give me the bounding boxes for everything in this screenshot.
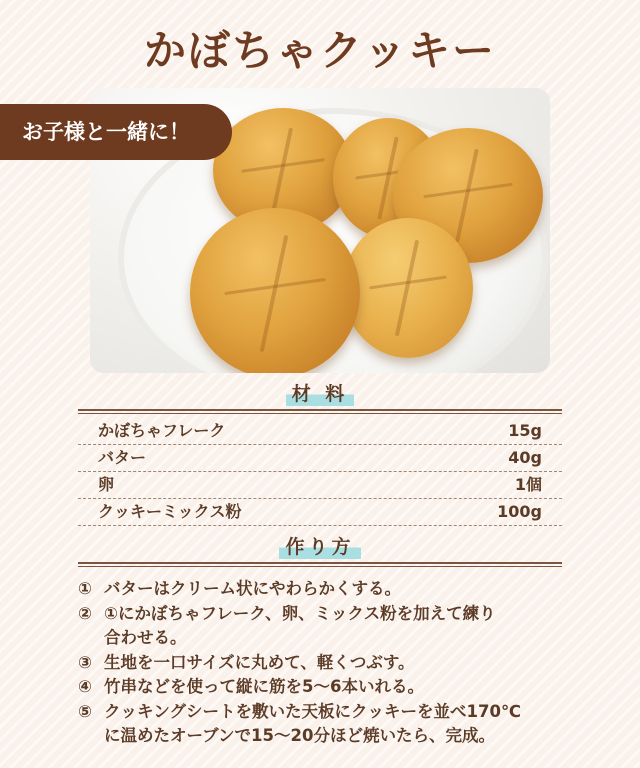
step-number: ④ [78,677,92,696]
cookie-image [190,208,360,373]
ingredient-name: 卵 [98,475,115,494]
ingredient-amount: 100g [497,502,542,521]
step-number: ③ [78,652,92,672]
step-item [78,602,578,651]
step-item [78,700,578,749]
kids-badge: お子様と一緒に！ [0,104,232,160]
cookie-image [343,218,473,358]
step-number: ② [78,603,92,623]
step-text-line: 生地を一口サイズに丸めて、軽くつぶす。 [104,652,415,672]
step-item [78,651,578,676]
double-divider [78,562,562,567]
step-text-line: クッキングシートを敷いた天板にクッキーを並べ170℃ [104,701,521,721]
step-text-line: バターはクリーム状にやわらかくする。 [104,579,401,598]
ingredient-row [78,418,562,445]
step-text-line: ①にかぼちゃフレーク、卵、ミックス粉を加えて練り [104,603,496,623]
ingredients-list [78,418,562,526]
ingredient-row [78,499,562,526]
steps-heading-text: 作り方 [279,532,360,559]
materials-heading-text: 材 料 [286,379,355,406]
step-text-line: 合わせる。 [104,628,187,647]
step-number: ⑤ [78,701,92,721]
double-divider [78,409,562,414]
step-number: ① [78,579,92,598]
ingredient-row [78,472,562,499]
ingredient-name: バター [98,448,147,467]
ingredient-row [78,445,562,472]
step-item [78,675,578,700]
steps-heading [0,531,640,559]
ingredient-amount: 15g [508,421,542,440]
ingredient-amount: 1個 [514,475,542,494]
ingredient-amount: 40g [508,448,542,467]
steps-list [78,577,578,749]
step-text-line: 竹串などを使って縦に筋を5〜6本いれる。 [104,677,424,696]
page-title: かぼちゃクッキー [143,26,496,75]
step-item [78,577,578,602]
materials-heading [0,378,640,406]
ingredient-name: かぼちゃフレーク [98,421,226,440]
ingredient-name: クッキーミックス粉 [98,502,242,521]
step-text-line: に温めたオーブンで15〜20分ほど焼いたら、完成。 [104,726,495,745]
